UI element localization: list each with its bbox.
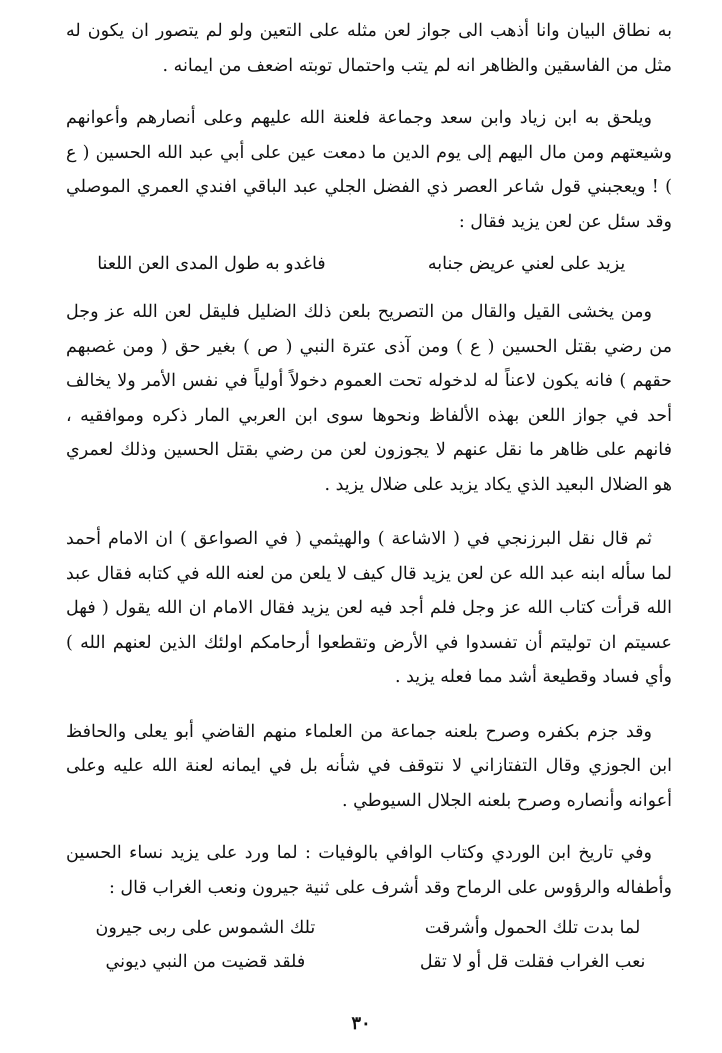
paragraph-2: ويلحق به ابن زياد وابن سعد وجماعة فلعنة الله عليهم وعلى أنصارهم وأعوانهم وشيعتهم ومن مال اليهم إلى يوم الدين ما دمعت عين على أبي عبد الله الحسين ( ع ) ! ويعجبني قول شاعر العصر ذي الفضل الجلي عبد الباقي افندي العمري الموصلي وقد سئل عن لعن يزيد فقال :	[66, 108, 672, 232]
paragraph-6: وفي تاريخ ابن الوردي وكتاب الوافي بالوفيات : لما ورد على يزيد نساء الحسين وأطفاله والرؤوس على الرماح وقد أشرف على ثنية جيرون ونعب الغراب قال :	[66, 843, 672, 898]
poem-hemistich-left: فلقد قضيت من النبي ديوني	[105, 952, 306, 972]
verse-line	[66, 247, 672, 281]
page-body	[66, 14, 672, 979]
poem-hemistich-right: لما بدت تلك الحمول وأشرقت	[424, 918, 641, 938]
poem-hemistich-right: نعب الغراب فقلت قل أو لا تقل	[419, 952, 646, 972]
poem-line-2	[66, 945, 672, 979]
poem-hemistich-left: تلك الشموس على ربى جيرون	[95, 918, 316, 938]
paragraph-4: ثم قال نقل البرزنجي في ( الاشاعة ) والهيثمي ( في الصواعق ) ان الامام أحمد لما سأله ابنه عبد الله عن لعن يزيد قال كيف لا يلعن من لعنه الله في كتابه فقال عبد الله قرأت كتاب الله عز وجل فلم أجد فيه لعن يزيد فقال الامام ان الله يقول ( فهل عسيتم ان توليتم أن تفسدوا في الأرض وتقطعوا أرحامكم اولئك الذين لعنهم الله ) وأي فساد وقطيعة أشد مما فعله يزيد .	[66, 529, 672, 687]
poem-line-1	[66, 911, 672, 945]
verse-1	[66, 247, 672, 281]
verse-hemistich-left: فاغدو به طول المدى العن اللعنا	[97, 254, 326, 274]
paragraph-5: وقد جزم بكفره وصرح بلعنه جماعة من العلماء منهم القاضي أبو يعلى والحافظ ابن الجوزي وقال التفتازاني لا نتوقف في شأنه بل في ايمانه لعنة الله عليه وعلى أعوانه وأنصاره وصرح بلعنه الجلال السيوطي .	[66, 721, 672, 811]
page-number: ٣٠	[351, 1013, 371, 1034]
verse-hemistich-right: يزيد على لعني عريض جنابه	[427, 254, 626, 274]
paragraph-3: ومن يخشى القيل والقال من التصريح بلعن ذلك الضليل فليقل لعن الله عز وجل من رضي بقتل الحسين ( ع ) ومن آذى عترة النبي ( ص ) بغير حق ( ومن غصبهم حقهم ) فانه يكون لاعناً له لدخوله تحت العموم دخولاً أولياً في نفس الأمر ولا يخالف أحد في جواز اللعن بهذه الألفاظ ونحوها سوى ابن العربي المار ذكره وموافقيه ، فانهم على ظاهر ما نقل عنهم لا يجوزون لعن من رضي بقتل الحسين وذلك لعمري هو الضلال البعيد الذي يكاد يزيد على ضلال يزيد .	[66, 302, 672, 495]
paragraph-1: به نطاق البيان وانا أذهب الى جواز لعن مثله على التعين ولو لم يتصور ان يكون له مثل من الفاسقين والظاهر انه لم يتب واحتمال توبته اضعف من ايمانه .	[66, 21, 672, 76]
poem	[66, 911, 672, 979]
